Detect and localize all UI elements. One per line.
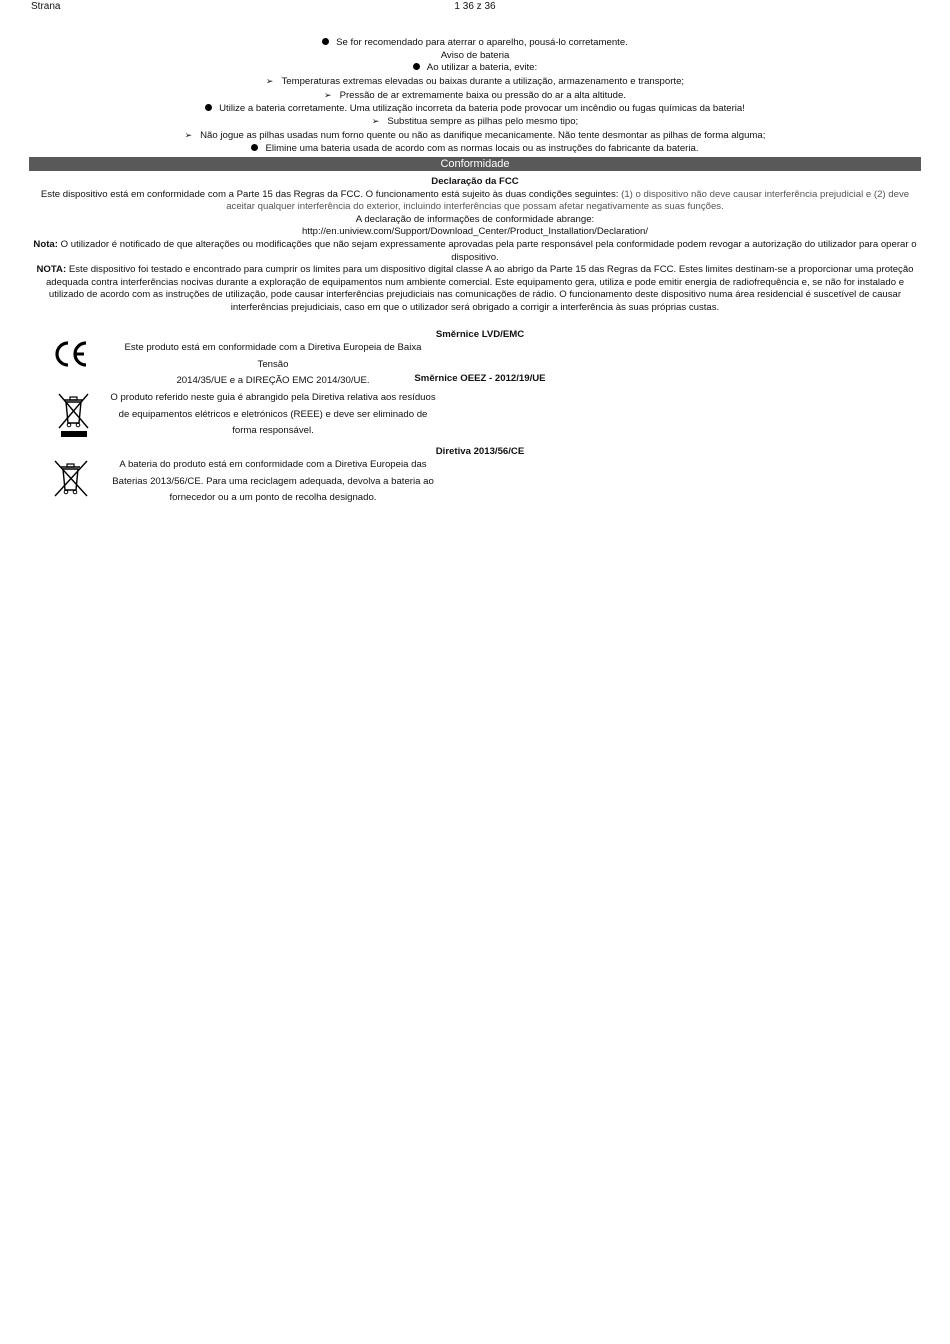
bullet-icon: [205, 104, 212, 111]
bullet-icon: [322, 38, 329, 45]
section-bar-conformidade: Conformidade: [29, 157, 921, 171]
page-number: 1 36 z 36: [454, 1, 496, 12]
fcc-paragraph-2: A declaração de informações de conformidade abrange:: [355, 213, 595, 225]
list-item: Aviso de bateria: [440, 49, 510, 61]
arrow-bullet-icon: ➢: [184, 129, 193, 140]
weee-title: Směrnice OEEZ - 2012/19/UE: [414, 373, 546, 384]
crossed-bin-icon: [56, 391, 92, 442]
nota-paragraph-cont: interferências prejudiciais, caso em que o utilizador será obrigado a corrigir a interferência às suas próprias custas.: [230, 301, 720, 313]
weee-text: O produto referido neste guia é abrangido pela Diretiva relativa aos resíduos de equipamentos elétricos e eletrónicos (REEE) e deve ser eliminado de forma responsável.: [110, 392, 436, 436]
arrow-bullet-icon: ➢: [265, 76, 274, 87]
nota-paragraph-cont: utilizado de acordo com as instruções de utilização, pode causar interferências prejudiciais nas comunicações de rádio. O funcionamento deste dispositivo numa área residencial é suscetível de causar: [48, 289, 902, 301]
list-item: ➢ Substitua sempre as pilhas pelo mesmo tipo;: [371, 116, 579, 128]
header-left: Strana: [31, 1, 61, 12]
ce-mark-icon: [53, 340, 89, 371]
battery-directive-title: Diretiva 2013/56/CE: [435, 446, 525, 457]
lvd-emc-title: Směrnice LVD/EMC: [435, 329, 525, 340]
fcc-paragraph-1: Este dispositivo está em conformidade com a Parte 15 das Regras da FCC. O funcionamento está sujeito às duas condições seguintes: (1) o dispositivo não deve causar interferência prejudicial e (2) deve: [40, 188, 910, 200]
arrow-bullet-icon: ➢: [371, 116, 380, 127]
lvd-emc-text: Este produto está em conformidade com a Diretiva Europeia de Baixa Tensão 2014/35/UE e a DIREÇÃO EMC 2014/30/UE.: [124, 342, 422, 386]
list-item: ➢ Pressão de ar extremamente baixa ou pressão do ar a alta altitude.: [324, 89, 626, 101]
arrow-bullet-icon: ➢: [324, 89, 332, 100]
list-item: Ao utilizar a bateria, evite:: [30, 62, 920, 75]
crossed-bin-icon: [53, 459, 89, 502]
list-item: ➢ Não jogue as pilhas usadas num forno quente ou não as danifique mecanicamente. Não tente desmontar as pilhas de forma alguma;: [184, 129, 766, 141]
list-item: ➢ Temperaturas extremas elevadas ou baixas durante a utilização, armazenamento e transporte;: [265, 76, 685, 88]
bullet-icon: [251, 144, 258, 151]
fcc-paragraph-1-cont: aceitar qualquer interferência do exterior, incluindo interferências que possam afetar negativamente as suas funções.: [226, 201, 724, 213]
battery-directive-text: A bateria do produto está em conformidade com a Diretiva Europeia das Baterias 2013/56/CE. Para uma reciclagem adequada, devolva a bateria ao fornecedor ou a um ponto de recolha designado.: [112, 459, 434, 503]
list-item: Utilize a bateria corretamente. Uma utilização incorreta da bateria pode provocar um incêndio ou fugas químicas da bateria!: [30, 103, 920, 116]
fcc-statement: [30, 176, 920, 315]
bullet-icon: [413, 63, 420, 70]
nota-paragraph: NOTA: Este dispositivo foi testado e encontrado para cumprir os limites para um dispositivo digital classe A ao abrigo da Parte 15 das Regras da FCC. Estes limites destinam-se a proporcionar uma proteção: [36, 264, 914, 276]
list-item: Elimine uma bateria usada de acordo com as normas locais ou as instruções do fabricante da bateria.: [30, 143, 920, 156]
note-paragraph: Nota: O utilizador é notificado de que alterações ou modificações que não sejam expressamente aprovadas pela parte responsável pela conformidade podem revogar a autorização do utilizador para operar o: [33, 238, 917, 250]
fcc-heading: Declaração da FCC: [431, 176, 519, 187]
nota-paragraph-cont: adequada contra interferências nocivas durante a exploração de equipamentos num ambiente comercial. Este equipamento gera, utiliza e pode emitir energia de radiofrequência e, se não for instalado e: [45, 276, 905, 288]
battery-warnings: [30, 37, 920, 155]
list-item: Se for recomendado para aterrar o aparelho, pousá-lo corretamente.: [30, 37, 920, 50]
declaration-url[interactable]: http://en.uniview.com/Support/Download_Center/Product_Installation/Declaration/: [301, 226, 649, 238]
note-paragraph-cont: dispositivo.: [451, 251, 499, 263]
